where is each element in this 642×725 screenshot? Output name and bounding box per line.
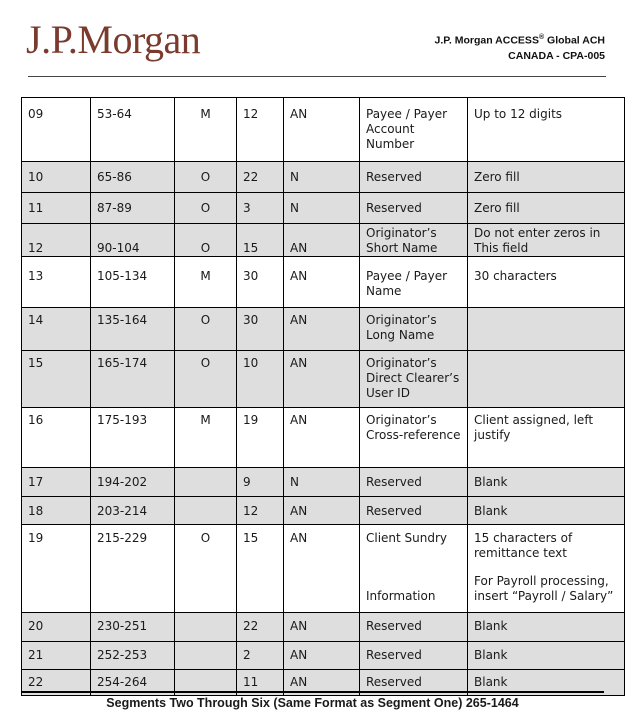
field-type: AN — [284, 613, 360, 642]
field-position: 252-253 — [91, 642, 175, 670]
field-type: AN — [284, 308, 360, 351]
field-number: 10 — [22, 162, 91, 193]
field-number: 11 — [22, 193, 91, 224]
field-type: N — [284, 193, 360, 224]
field-number: 15 — [22, 351, 91, 408]
field-note: Zero fill — [468, 162, 625, 193]
field-note-line1: 15 characters of remittance text — [474, 531, 573, 560]
field-length: 30 — [237, 257, 284, 308]
field-requirement: O — [175, 308, 237, 351]
field-note — [468, 308, 625, 351]
field-description: Reserved — [360, 642, 468, 670]
field-description: Payee / Payer Account Number — [360, 98, 468, 162]
field-description: Reserved — [360, 670, 468, 696]
document-subtitle: CANADA - CPA-005 — [508, 49, 605, 62]
field-length: 22 — [237, 613, 284, 642]
field-length: 12 — [237, 497, 284, 525]
field-description — [360, 525, 468, 613]
field-number: 16 — [22, 408, 91, 468]
field-description: Reserved — [360, 468, 468, 497]
table-row — [22, 308, 625, 351]
field-number: 20 — [22, 613, 91, 642]
field-number: 12 — [22, 224, 91, 257]
segments-footer: Segments Two Through Six (Same Format as Segment One) 265-1464 — [21, 691, 604, 710]
field-description: Originator’s Direct Clearer’s User ID — [360, 351, 468, 408]
field-note: Blank — [468, 670, 625, 696]
table-row — [22, 257, 625, 308]
document-title: J.P. Morgan ACCESS® Global ACH — [434, 34, 605, 47]
field-position: 215-229 — [91, 525, 175, 613]
field-number: 13 — [22, 257, 91, 308]
field-position: 175-193 — [91, 408, 175, 468]
field-requirement: O — [175, 224, 237, 257]
field-type: AN — [284, 525, 360, 613]
jpmorgan-logo: J.P.Morgan — [26, 17, 201, 62]
field-length: 22 — [237, 162, 284, 193]
field-type: AN — [284, 642, 360, 670]
field-length: 12 — [237, 98, 284, 162]
field-type: N — [284, 162, 360, 193]
field-length: 9 — [237, 468, 284, 497]
field-note-line2: For Payroll processing, insert “Payroll / Salary” — [474, 574, 614, 603]
field-number: 22 — [22, 670, 91, 696]
field-requirement: M — [175, 98, 237, 162]
field-requirement — [175, 497, 237, 525]
field-type: AN — [284, 257, 360, 308]
table-row — [22, 224, 625, 257]
table-row — [22, 98, 625, 162]
field-type: AN — [284, 497, 360, 525]
table-row — [22, 162, 625, 193]
field-length: 10 — [237, 351, 284, 408]
field-position: 105-134 — [91, 257, 175, 308]
field-position: 203-214 — [91, 497, 175, 525]
field-number: 14 — [22, 308, 91, 351]
field-length: 3 — [237, 193, 284, 224]
field-note: Zero fill — [468, 193, 625, 224]
field-position: 65-86 — [91, 162, 175, 193]
field-requirement: O — [175, 193, 237, 224]
field-type: AN — [284, 670, 360, 696]
field-length: 11 — [237, 670, 284, 696]
field-note: 30 characters — [468, 257, 625, 308]
field-type: AN — [284, 98, 360, 162]
record-format-table — [21, 97, 625, 696]
field-note: Blank — [468, 468, 625, 497]
field-note — [468, 351, 625, 408]
field-description: Originator’s Cross-reference — [360, 408, 468, 468]
field-requirement — [175, 613, 237, 642]
field-length: 30 — [237, 308, 284, 351]
field-requirement: M — [175, 257, 237, 308]
field-type: AN — [284, 351, 360, 408]
field-description: Originator’s Long Name — [360, 308, 468, 351]
field-requirement: O — [175, 162, 237, 193]
field-requirement: O — [175, 351, 237, 408]
document-header — [435, 30, 606, 64]
field-description: Originator’s Short Name — [360, 224, 468, 257]
field-requirement — [175, 468, 237, 497]
field-requirement — [175, 642, 237, 670]
field-position: 87-89 — [91, 193, 175, 224]
field-position: 194-202 — [91, 468, 175, 497]
field-length: 2 — [237, 642, 284, 670]
field-position: 90-104 — [91, 224, 175, 257]
field-position: 135-164 — [91, 308, 175, 351]
table-row — [22, 497, 625, 525]
field-length: 15 — [237, 224, 284, 257]
field-note: Client assigned, left justify — [468, 408, 625, 468]
table-row — [22, 351, 625, 408]
field-requirement: M — [175, 408, 237, 468]
table-row — [22, 642, 625, 670]
field-length: 15 — [237, 525, 284, 613]
table-row — [22, 525, 625, 613]
field-type: AN — [284, 224, 360, 257]
field-number: 19 — [22, 525, 91, 613]
field-description: Reserved — [360, 613, 468, 642]
field-description-line1: Client Sundry — [366, 531, 448, 545]
field-number: 18 — [22, 497, 91, 525]
field-note: Do not enter zeros in This field — [468, 224, 625, 257]
field-note — [468, 525, 625, 613]
field-note: Blank — [468, 497, 625, 525]
field-number: 17 — [22, 468, 91, 497]
field-position: 165-174 — [91, 351, 175, 408]
field-requirement: O — [175, 525, 237, 613]
field-type: AN — [284, 408, 360, 468]
field-note: Blank — [468, 642, 625, 670]
field-position: 230-251 — [91, 613, 175, 642]
field-description: Reserved — [360, 162, 468, 193]
field-description: Payee / Payer Name — [360, 257, 468, 308]
field-note: Blank — [468, 613, 625, 642]
field-length: 19 — [237, 408, 284, 468]
field-position: 53-64 — [91, 98, 175, 162]
field-position: 254-264 — [91, 670, 175, 696]
field-description: Reserved — [360, 497, 468, 525]
table-row — [22, 408, 625, 468]
field-number: 09 — [22, 98, 91, 162]
table-row — [22, 193, 625, 224]
field-description-line2: Information — [366, 589, 436, 603]
table-row — [22, 613, 625, 642]
field-number: 21 — [22, 642, 91, 670]
field-note: Up to 12 digits — [468, 98, 625, 162]
field-description: Reserved — [360, 193, 468, 224]
table-row — [22, 468, 625, 497]
header-divider — [28, 76, 606, 77]
field-type: N — [284, 468, 360, 497]
